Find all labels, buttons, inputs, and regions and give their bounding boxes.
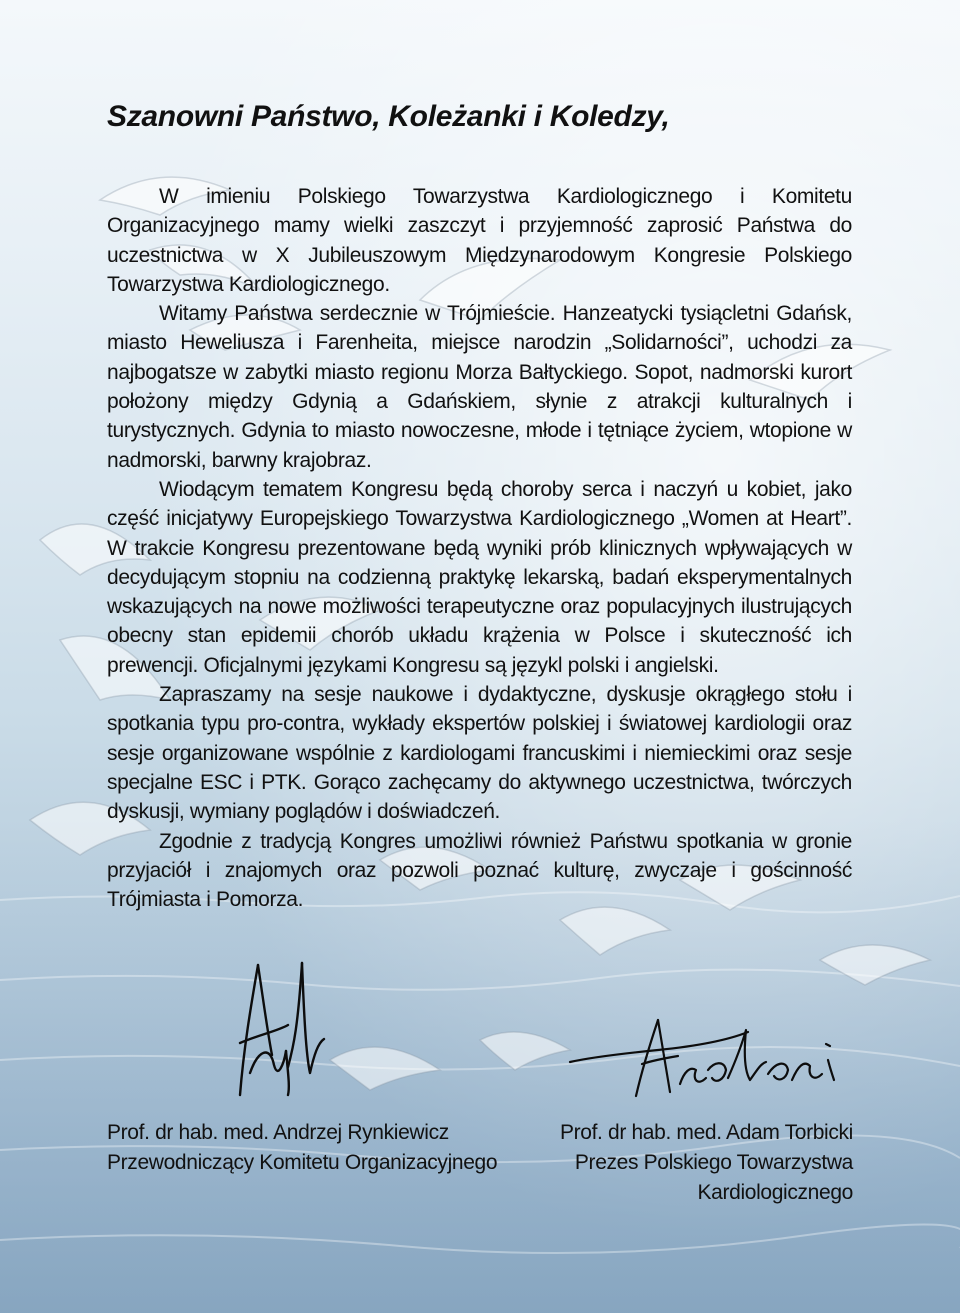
- signer-left-name: Prof. dr hab. med. Andrzej Rynkiewicz: [107, 1121, 449, 1144]
- signer-left: [107, 1118, 497, 1178]
- signer-right: [560, 1118, 853, 1208]
- signer-right-role-line2: Kardiologicznego: [697, 1181, 853, 1204]
- paragraph-tradition: Zgodnie z tradycją Kongres umożliwi również Państwu spotkania w gronie przyjaciół i znajomych oraz pozwoli poznać kulturę, zwyczaje i gościnność Trójmiasta i Pomorza.: [107, 829, 852, 912]
- letter-greeting: Szanowni Państwo, Koleżanki i Koledzy,: [107, 100, 670, 133]
- signer-left-role: Przewodniczący Komitetu Organizacyjnego: [107, 1151, 498, 1174]
- paragraph-welcome: Witamy Państwa serdecznie w Trójmieście.: [159, 302, 556, 326]
- signature-left: [228, 955, 338, 1105]
- signer-right-role-line1: Prezes Polskiego Towarzystwa: [574, 1151, 853, 1174]
- paragraph-sessions: Zapraszamy na sesje naukowe i dydaktyczne, dyskusje okrągłego stołu i spotkania typu pro-contra, wykłady ekspertów polskiej i światowej kardiologii oraz sesje organizowane wspólnie z kardiologami francuskimi i niemieckimi oraz sesje specjalne ESC i PTK. Gorąco zachęcamy do aktywnego uczestnictwa, twórczych dyskusji, wymiany poglądów i doświadczeń.: [107, 683, 852, 824]
- paragraph-invitation: W imieniu Polskiego Towarzystwa Kardiologicznego i Komitetu Organizacyjnego mamy wielki zaszczyt i przyjemność zaprosić Państwa do uczestnictwa w X Jubileuszowym Międzynarodowym Kongresie Polskiego Towarzystwa Kardiologicznego.: [107, 185, 852, 296]
- paragraph-topic: Wiodącym tematem Kongresu będą choroby serca i naczyń u kobiet, jako część inicjatywy Europejskiego Towarzystwa Kardiologicznego „Women at Heart”. W trakcie Kongresu prezentowane będą wyniki prób klinicznych wpływających w decydującym stopniu na codzienną praktykę lekarską, badań eksperymentalnych wskazujących na nowe możliwości terapeutyczne oraz populacyjnych ilustrujących obecny stan epidemii chorób układu krążenia w Polsce i skuteczność ich prewencji. Oficjalnymi językami Kongresu są językl polski i angielski.: [107, 477, 852, 677]
- signature-right: [558, 1000, 858, 1100]
- paragraph-tricity: Hanzeatycki tysiącletni Gdańsk, miasto Heweliusza i Farenheita, miejsce narodzin „Solidarności”, uchodzi za najbogatsze w zabytki miasto regionu Morza Bałtyckiego. Sopot, nadmorski kurort położony między Gdynią a Gdańskiem, słynie z atrakcji kulturalnych i turystycznych. Gdynia to miasto nowoczesne, młode i tętniące życiem, wtopione w nadmorski, barwny krajobraz.: [107, 302, 852, 472]
- letter-body: [107, 182, 852, 914]
- signer-right-name: Prof. dr hab. med. Adam Torbicki: [559, 1121, 853, 1144]
- paragraph-welcome-block: [107, 299, 852, 475]
